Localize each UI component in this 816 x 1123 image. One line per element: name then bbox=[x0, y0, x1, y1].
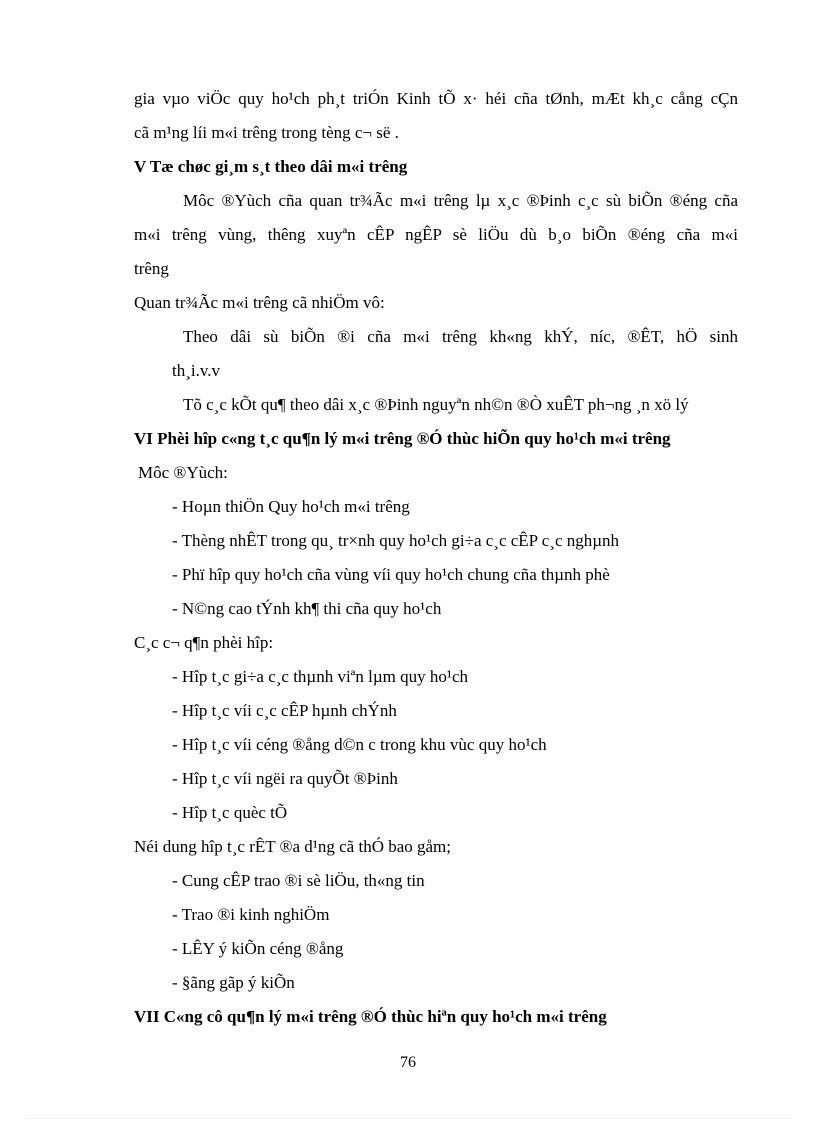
paragraph-line: m«i trêng vùng, thêng xuyªn cÊP ngÊP sè liÖu dù b¸o biÕn ®éng cña m«i bbox=[134, 225, 738, 244]
paragraph-line: gia vµo viÖc quy ho¹ch ph¸t triÓn Kinh tÕ x· héi cña tØnh, mÆt kh¸c cång cÇn bbox=[134, 89, 738, 108]
list-item: - Trao ®i kinh nghiÖm bbox=[172, 905, 330, 924]
list-item: - Hîp t¸c víi ngëi ra quyÕt ®Þinh bbox=[172, 769, 398, 788]
subheading: C¸c c¬ q¶n phèi hîp: bbox=[134, 633, 274, 652]
page-number: 76 bbox=[400, 1054, 416, 1071]
list-item: - Hîp t¸c víi c¸c cÊP hµnh chÝnh bbox=[172, 701, 397, 720]
paragraph-line: Môc ®Yùch cña quan tr¾Ãc m«i trêng lµ x¸c ®Þinh c¸c sù biÕn ®éng cña bbox=[183, 191, 738, 210]
subheading: Néi dung hîp t¸c rÊT ®a d¹ng cã thÓ bao gåm; bbox=[134, 837, 452, 856]
paragraph-line: cã m¹ng líi m«i trêng trong tèng c¬ së . bbox=[134, 123, 399, 142]
list-item: - LÊY ý kiÕn céng ®ång bbox=[172, 939, 344, 958]
list-item: - Cung cÊP trao ®i sè liÖu, th«ng tin bbox=[172, 871, 425, 890]
paragraph-line: Quan tr¾Ãc m«i trêng cã nhiÖm vô: bbox=[134, 293, 385, 312]
list-item: - N©ng cao tÝnh kh¶ thi cña quy ho¹ch bbox=[172, 599, 442, 618]
paragraph-line: Tõ c¸c kÕt qu¶ theo dâi x¸c ®Þinh nguyªn nh©n ®Ò xuÊT ph¬ng ¸n xö lý bbox=[183, 395, 689, 414]
list-item: - Hoµn thiÖn Quy ho¹ch m«i trêng bbox=[172, 497, 410, 516]
paragraph-line: th¸i.v.v bbox=[172, 361, 221, 380]
list-item: - Thèng nhÊT trong qu¸ tr×nh quy ho¹ch gi÷a c¸c cÊP c¸c nghµnh bbox=[172, 531, 620, 550]
list-item: - Hîp t¸c gi÷a c¸c thµnh viªn lµm quy ho¹ch bbox=[172, 667, 469, 686]
page-edge-divider bbox=[24, 1118, 792, 1119]
list-item: - §ãng gãp ý kiÕn bbox=[172, 973, 295, 992]
paragraph-line: trêng bbox=[134, 259, 169, 278]
paragraph-line: Theo dâi sù biÕn ®i cña m«i trêng kh«ng khÝ, níc, ®ÊT, hÖ sinh bbox=[183, 327, 738, 346]
section-heading: VII C«ng cô qu¶n lý m«i trêng ®Ó thùc hiªn quy ho¹ch m«i trêng bbox=[134, 1007, 607, 1026]
section-heading: VI Phèi hîp c«ng t¸c qu¶n lý m«i trêng ®Ó thùc hiÕn quy ho¹ch m«i trêng bbox=[134, 429, 671, 448]
list-item: - Hîp t¸c quèc tÕ bbox=[172, 803, 288, 822]
subheading: Môc ®Yùch: bbox=[138, 463, 228, 482]
section-heading: V Tæ chøc gi¸m s¸t theo dâi m«i trêng bbox=[134, 157, 408, 176]
list-item: - Phï hîp quy ho¹ch cña vùng víi quy ho¹ch chung cña thµnh phè bbox=[172, 565, 610, 584]
list-item: - Hîp t¸c víi céng ®ång d©n c trong khu vùc quy ho¹ch bbox=[172, 735, 547, 754]
